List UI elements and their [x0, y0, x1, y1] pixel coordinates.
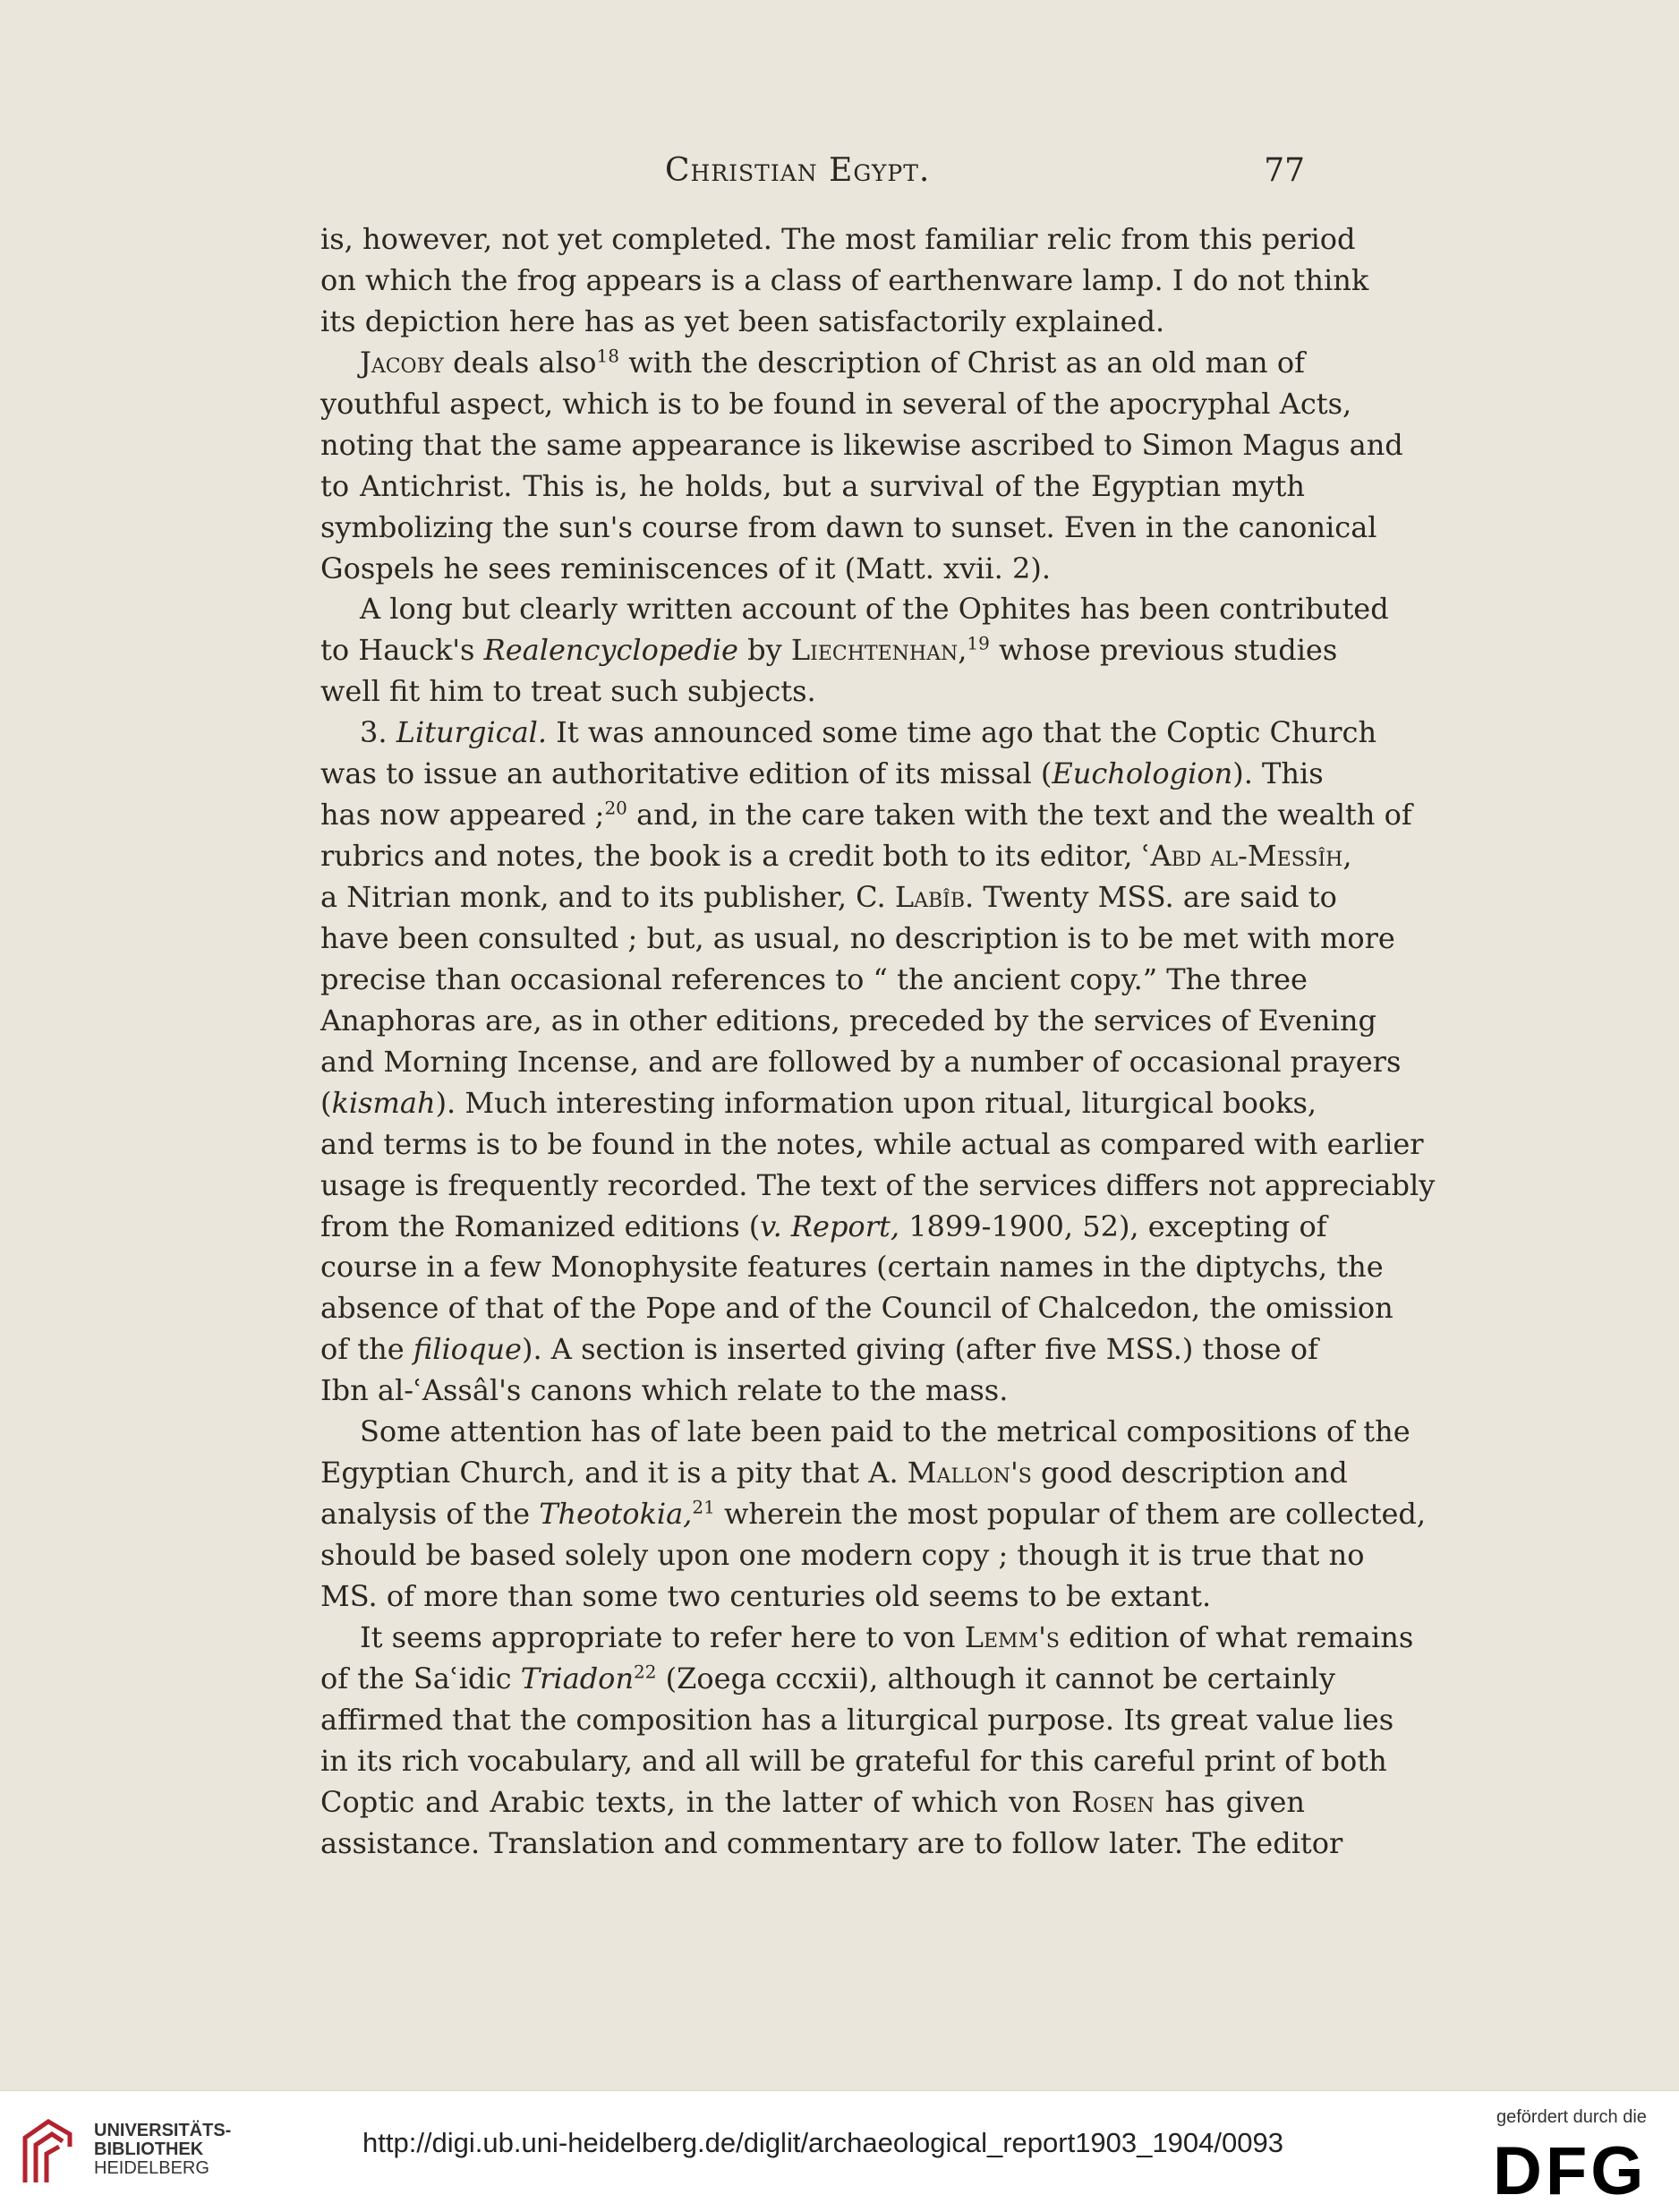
text-line: assistance. Translation and commentary are to follow later. The editor	[320, 1825, 1343, 1860]
text-line: has now appeared ;$^{20}$ and, in the care taken with the text and the wealth of	[320, 797, 1412, 833]
work-title: Triadon	[520, 1661, 635, 1695]
text-line: have been consulted ; but, as usual, no description is to be met with more	[320, 920, 1395, 955]
work-title: Euchologion	[1052, 756, 1233, 791]
text-line: a Nitrian monk, and to its publisher, C. Labîb. Twenty MSS. are said to	[320, 880, 1337, 914]
page-number: 77	[1264, 152, 1305, 189]
term: filioque	[413, 1332, 522, 1367]
author-name: Lemm's	[964, 1619, 1060, 1654]
work-title: Realencyclopedie	[483, 633, 738, 668]
section-heading: Liturgical.	[396, 715, 548, 750]
text-line: on which the frog appears is a class of earthenware lamp. I do not think	[320, 262, 1369, 297]
author-name: Jacoby	[360, 345, 444, 380]
text-line: Ibn al-ʿAssâl's canons which relate to the mass.	[320, 1373, 1009, 1408]
permalink-url[interactable]: http://digi.ub.uni-heidelberg.de/diglit/archaeological_report1903_1904/0093	[362, 2127, 1283, 2158]
author-name: Liechtenhan,	[790, 633, 967, 668]
text-line: from the Romanized editions (v. Report, 1899-1900, 52), excepting of	[320, 1208, 1327, 1243]
library-logo-icon	[16, 2116, 77, 2188]
text-line: of the filioque). A section is inserted giving (after five MSS.) those of	[320, 1332, 1318, 1367]
author-name: ʿAbd al-Messîh,	[1141, 839, 1352, 874]
footnote-ref: 19	[967, 632, 990, 654]
text-line: analysis of the Theotokia,$^{21}$ wherein the most popular of them are collected,	[320, 1496, 1427, 1532]
author-name: Mallon's	[907, 1456, 1032, 1490]
work-title: Report,	[790, 1208, 900, 1243]
footnote-ref: 20	[604, 797, 627, 819]
text-line: noting that the same appearance is likewise ascribed to Simon Magus and	[320, 427, 1403, 462]
dfg-logo: DFG	[1493, 2133, 1648, 2209]
work-title: Theotokia,	[539, 1497, 693, 1532]
text-line: and terms is to be found in the notes, while actual as compared with earlier	[320, 1126, 1424, 1161]
text-line: affirmed that the composition has a liturgical purpose. Its great value lies	[320, 1702, 1394, 1737]
text-line: precise than occasional references to “ the ancient copy.” The three	[320, 961, 1308, 996]
term: kismah	[331, 1085, 436, 1120]
text-line: (kismah). Much interesting information upon ritual, liturgical books,	[320, 1085, 1317, 1120]
footnote-ref: 18	[596, 345, 619, 367]
text-line: to Antichrist. This is, he holds, but a survival of the Egyptian myth	[320, 468, 1305, 503]
text-line: It seems appropriate to refer here to von Lemm's edition of what remains	[360, 1619, 1414, 1654]
author-name: Labîb.	[894, 880, 975, 914]
text-line: usage is frequently recorded. The text of the services differs not appreciably	[320, 1167, 1436, 1202]
text-line: Coptic and Arabic texts, in the latter of which von Rosen has given	[320, 1784, 1306, 1819]
text-line: course in a few Monophysite features (certain names in the diptychs, the	[320, 1250, 1384, 1285]
text-line: in its rich vocabulary, and all will be grateful for this careful print of both	[320, 1743, 1387, 1778]
text-line: Jacoby deals also$^{18}$ with the description of Christ as an old man of	[360, 345, 1306, 380]
text-line: absence of that of the Pope and of the Council of Chalcedon, the omission	[320, 1291, 1393, 1326]
text-line: Egyptian Church, and it is a pity that A. Mallon's good description and	[320, 1456, 1348, 1490]
footnote-ref: 21	[692, 1496, 715, 1518]
text-line: well fit him to treat such subjects.	[320, 674, 816, 709]
page-header	[320, 152, 1305, 199]
text-line: MS. of more than some two centuries old seems to be extant.	[320, 1578, 1212, 1613]
funder-caption: gefördert durch die	[1496, 2107, 1647, 2127]
text-line: is, however, not yet completed. The most familiar relic from this period	[320, 222, 1356, 256]
text-line: rubrics and notes, the book is a credit both to its editor, ʿAbd al-Messîh,	[320, 839, 1352, 874]
text-line: its depiction here has as yet been satisfactorily explained.	[320, 303, 1165, 338]
text-line: youthful aspect, which is to be found in several of the apocryphal Acts,	[320, 386, 1352, 421]
footnote-ref: 22	[634, 1661, 657, 1683]
text-line: to Hauck's Realencyclopedie by Liechtenhan,$^{19}$ whose previous studies	[320, 632, 1338, 668]
body-text	[320, 219, 1436, 1865]
text-line: symbolizing the sun's course from dawn to sunset. Even in the canonical	[320, 509, 1377, 544]
text-line: was to issue an authoritative edition of its missal (Euchologion). This	[320, 756, 1324, 791]
text-line: of the Saʿidic Triadon$^{22}$ (Zoega cccxii), although it cannot be certainly	[320, 1661, 1335, 1695]
text-line: Gospels he sees reminiscences of it (Matt. xvii. 2).	[320, 551, 1051, 585]
text-line: 3. Liturgical. It was announced some time ago that the Coptic Church	[360, 715, 1377, 750]
text-line: should be based solely upon one modern copy ; though it is true that no	[320, 1538, 1365, 1572]
text-line: and Morning Incense, and are followed by a number of occasional prayers	[320, 1044, 1402, 1079]
text-line: Some attention has of late been paid to the metrical compositions of the	[360, 1414, 1411, 1449]
author-name: Rosen	[1071, 1784, 1155, 1819]
library-name: UNIVERSITÄTS- BIBLIOTHEK HEIDELBERG	[94, 2121, 232, 2178]
text-line: A long but clearly written account of the Ophites has been contributed	[360, 592, 1389, 627]
running-title: Christian Egypt.	[665, 152, 931, 189]
text-line: Anaphoras are, as in other editions, preceded by the services of Evening	[320, 1003, 1376, 1038]
digitization-footer	[0, 2090, 1679, 2212]
